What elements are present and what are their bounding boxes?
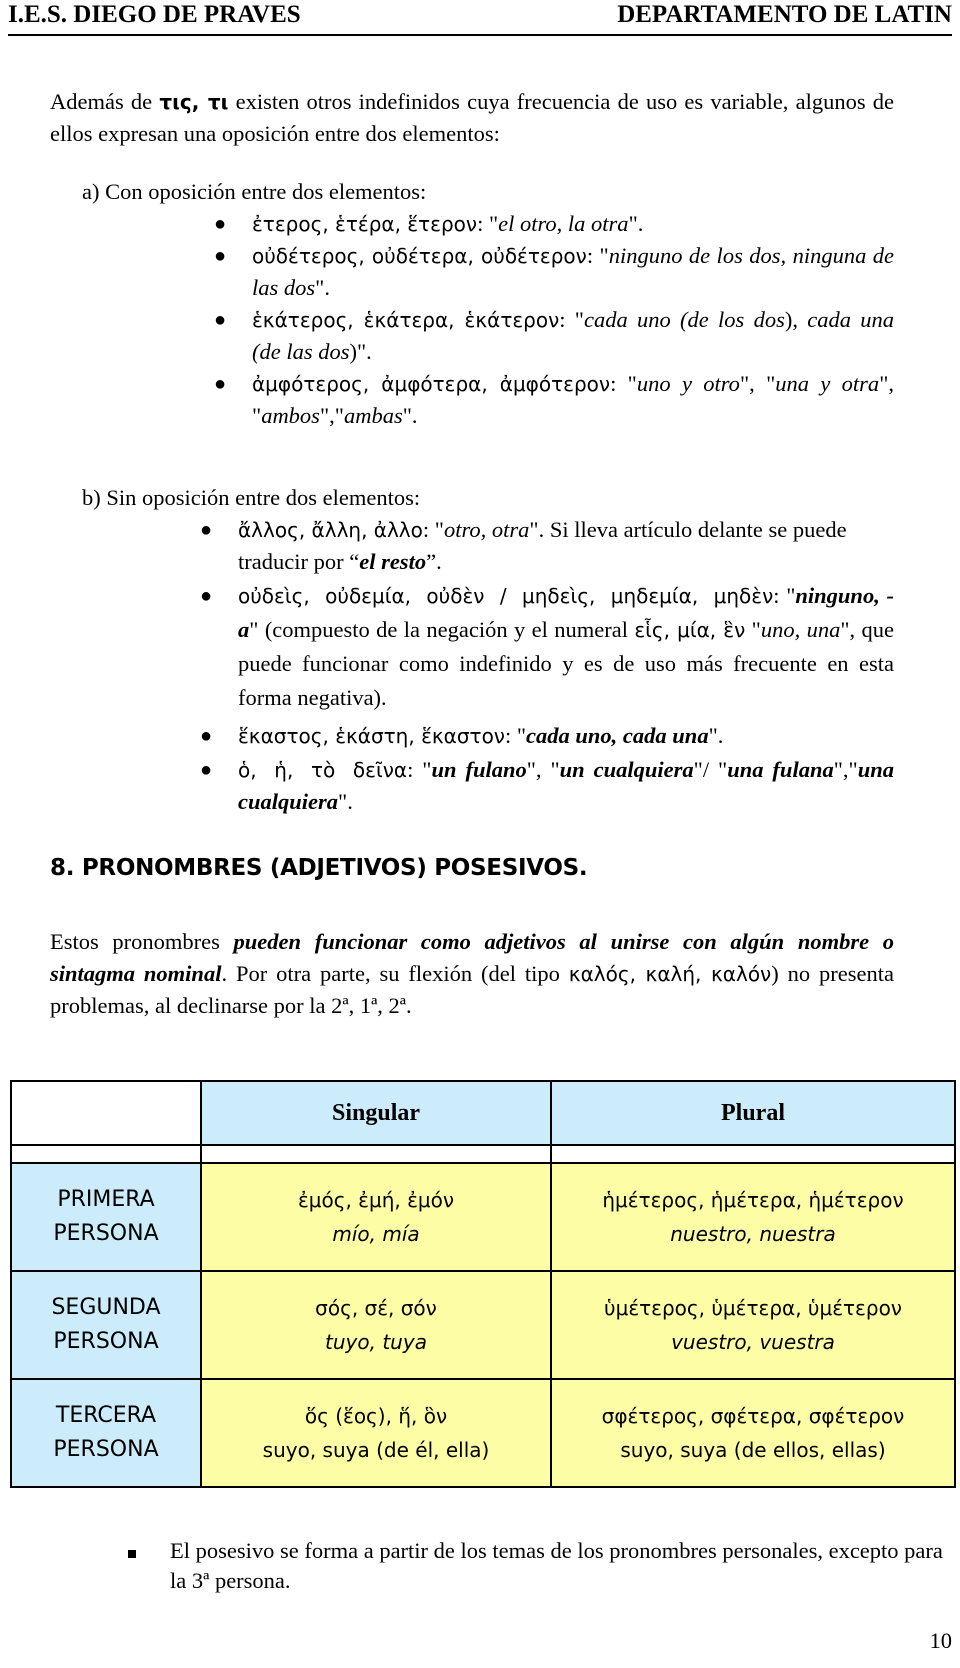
possessives-table bbox=[10, 1080, 956, 1488]
table-spacer bbox=[11, 1145, 955, 1163]
department-name: DEPARTAMENTO DE LATIN bbox=[617, 1, 952, 28]
bullet-icon: ● bbox=[214, 373, 227, 395]
page-number: 10 bbox=[929, 1628, 952, 1653]
bullet-icon: ● bbox=[200, 759, 213, 781]
list-item: ἕκαστος, ἑκάστη, ἕκαστον: "cada uno, cada una". bbox=[238, 723, 724, 748]
list-item: ὁ, ἡ, τὸ δεῖνα: "un fulano", "un cualquiera"/ "una fulana","una cualquiera". bbox=[238, 757, 894, 814]
list-item: ἀμφότερος, ἀμφότερα, ἀμφότερον: "uno y otro", "una y otra", "ambos","ambas". bbox=[252, 371, 894, 428]
intro-paragraph: Además de τις, τι existen otros indefinidos cuya frecuencia de uso es variable, algunos de ellos expresan una oposición entre dos elementos: bbox=[50, 89, 895, 146]
list-item: ἑκάτερος, ἑκάτερα, ἑκάτερον: "cada uno (de los dos), cada una (de las dos)". bbox=[252, 307, 894, 364]
plural-cell: σφέτερος, σφέτερα, σφέτερον suyo, suya (de ellos, ellas) bbox=[551, 1379, 955, 1487]
column-header-singular: Singular bbox=[201, 1081, 551, 1145]
bullet-icon: ● bbox=[200, 725, 213, 747]
singular-cell: ὅς (ἕος), ἥ, ὃν suyo, suya (de él, ella) bbox=[201, 1379, 551, 1487]
school-name: I.E.S. DIEGO DE PRAVES bbox=[8, 1, 301, 28]
row-label: TERCERA PERSONA bbox=[11, 1379, 201, 1487]
singular-cell: σός, σέ, σόν tuyo, tuya bbox=[201, 1271, 551, 1379]
bullet-icon: ● bbox=[214, 245, 227, 267]
plural-cell: ἡμέτερος, ἡμέτερα, ἡμέτερον nuestro, nuestra bbox=[551, 1163, 955, 1271]
list-item: ἐτερος, ἑτέρα, ἕτερον: "el otro, la otra". bbox=[252, 211, 644, 236]
bullet-icon: ● bbox=[200, 585, 213, 607]
section-a-title: a) Con oposición entre dos elementos: bbox=[82, 179, 427, 204]
row-label: PRIMERA PERSONA bbox=[11, 1163, 201, 1271]
table-corner bbox=[11, 1081, 201, 1145]
plural-cell: ὑμέτερος, ὑμέτερα, ὑμέτερον vuestro, vuestra bbox=[551, 1271, 955, 1379]
row-label: SEGUNDA PERSONA bbox=[11, 1271, 201, 1379]
section8-paragraph: Estos pronombres pueden funcionar como adjetivos al unirse con algún nombre o sintagma nominal. Por otra parte, su flexión (del tipo καλός, καλή, καλόν) no presenta problemas, al declinarse por la 2ª, 1ª, 2ª. bbox=[50, 929, 894, 1018]
square-bullet-icon bbox=[128, 1550, 136, 1558]
page-header bbox=[8, 0, 952, 36]
section-b-title: b) Sin oposición entre dos elementos: bbox=[82, 485, 421, 510]
bullet-icon: ● bbox=[214, 309, 227, 331]
list-item: οὐδεὶς, οὐδεμία, οὐδὲν / μηδεὶς, μηδεμία, μηδὲν: "ninguno, -a" (compuesto de la negación y el numeral εἷς, μία, ἓν "uno, una", que puede funcionar como indefinido y es de uso más frecuente en esta forma negativa). bbox=[238, 583, 895, 710]
table-row bbox=[11, 1379, 955, 1487]
list-item: οὐδέτερος, οὐδέτερα, οὐδέτερον: "ninguno de los dos, ninguna de las dos". bbox=[252, 243, 894, 300]
footnote: El posesivo se forma a partir de los temas de los pronombres personales, excepto para la 3ª persona. bbox=[170, 1538, 943, 1593]
column-header-plural: Plural bbox=[551, 1081, 955, 1145]
singular-cell: ἐμός, ἐμή, ἐμόν mío, mía bbox=[201, 1163, 551, 1271]
list-item: ἄλλος, ἄλλη, ἀλλο: "otro, otra". Si lleva artículo delante se puede traducir por “el resto”. bbox=[238, 517, 847, 574]
table-row bbox=[11, 1163, 955, 1271]
table-row bbox=[11, 1271, 955, 1379]
bullet-icon: ● bbox=[214, 213, 227, 235]
section-heading: 8. PRONOMBRES (ADJETIVOS) POSESIVOS. bbox=[50, 855, 588, 881]
bullet-icon: ● bbox=[200, 519, 213, 541]
